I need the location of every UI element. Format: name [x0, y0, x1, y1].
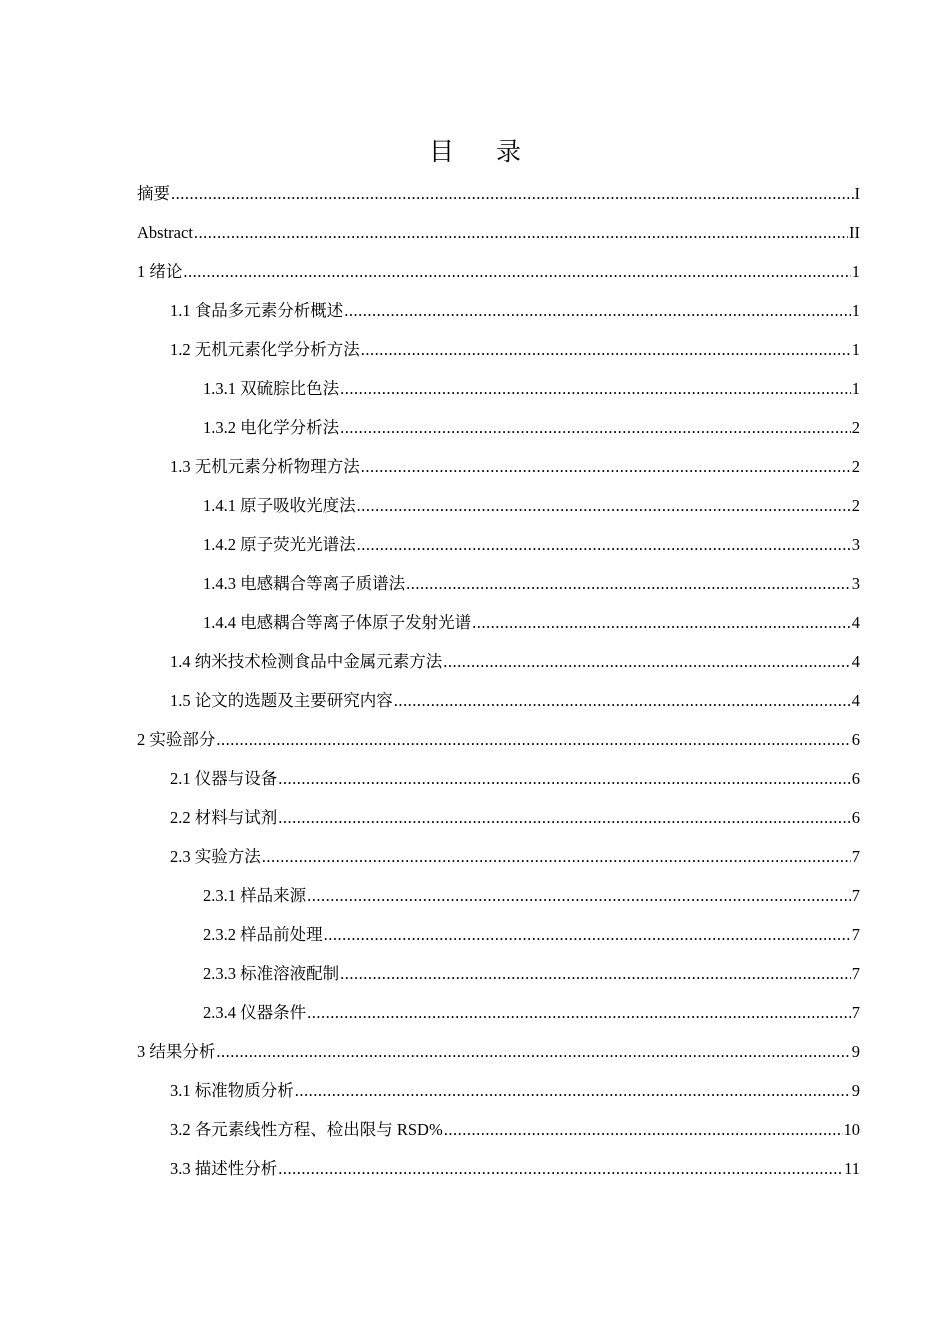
toc-dot-leader — [340, 369, 851, 408]
toc-entry[interactable] — [137, 720, 860, 759]
toc-dot-leader — [171, 174, 854, 213]
toc-page-number: 2 — [851, 496, 860, 515]
toc-entry-text: 1.3 无机元素分析物理方法 — [170, 457, 360, 476]
toc-page-number: 2 — [851, 457, 860, 476]
toc-dot-leader — [361, 447, 851, 486]
toc-entry[interactable] — [137, 1110, 860, 1149]
toc-entry[interactable] — [137, 213, 860, 252]
toc-entry[interactable] — [137, 1149, 860, 1188]
toc-dot-leader — [278, 1149, 843, 1188]
toc-entry-text: 3.3 描述性分析 — [170, 1159, 278, 1178]
toc-page-number: 6 — [851, 808, 860, 827]
toc-dot-leader — [324, 915, 851, 954]
toc-entry-text: 2.3.2 样品前处理 — [203, 925, 323, 944]
toc-entry-text: 2.2 材料与试剂 — [170, 808, 278, 827]
toc-entry[interactable] — [137, 681, 860, 720]
toc-dot-leader — [394, 681, 851, 720]
toc-dot-leader — [340, 954, 851, 993]
toc-title: 目录 — [428, 137, 563, 166]
toc-page-number: 1 — [851, 301, 860, 320]
toc-entry-text: 1.4 纳米技术检测食品中金属元素方法 — [170, 652, 443, 671]
toc-page-number: 11 — [844, 1159, 860, 1178]
toc-page-number: I — [854, 184, 860, 203]
toc-entry[interactable] — [137, 915, 860, 954]
toc-entry-text: 1.4.2 原子荧光光谱法 — [203, 535, 356, 554]
toc-entry[interactable] — [137, 603, 860, 642]
toc-page-number: 7 — [851, 925, 860, 944]
toc-entry[interactable] — [137, 642, 860, 681]
toc-dot-leader — [307, 876, 851, 915]
toc-entry-text: 1.5 论文的选题及主要研究内容 — [170, 691, 393, 710]
toc-entry[interactable] — [137, 564, 860, 603]
toc-page-number: 4 — [851, 652, 860, 671]
toc-dot-leader — [357, 525, 851, 564]
toc-entry[interactable] — [137, 174, 860, 213]
toc-page-number: 7 — [851, 886, 860, 905]
toc-entry-text: 2.3.4 仪器条件 — [203, 1003, 307, 1022]
toc-entry-text: 1.4.1 原子吸收光度法 — [203, 496, 356, 515]
toc-entry-text: 1.4.4 电感耦合等离子体原子发射光谱 — [203, 613, 472, 632]
toc-entry[interactable] — [137, 759, 860, 798]
toc-entry[interactable] — [137, 330, 860, 369]
toc-dot-leader — [361, 330, 851, 369]
toc-entry-text: Abstract — [137, 223, 193, 242]
toc-dot-leader — [295, 1071, 851, 1110]
toc-page-number: 6 — [851, 769, 860, 788]
toc-entry[interactable] — [137, 1071, 860, 1110]
toc-entry-text: 3.1 标准物质分析 — [170, 1081, 294, 1100]
toc-dot-leader — [472, 603, 851, 642]
toc-page-number: 1 — [851, 340, 860, 359]
toc-dot-leader — [307, 993, 851, 1032]
toc-entry-text: 3 结果分析 — [137, 1042, 216, 1061]
toc-entry-text: 摘要 — [137, 184, 170, 203]
toc-dot-leader — [357, 486, 851, 525]
toc-page-number: 1 — [851, 379, 860, 398]
toc-dot-leader — [443, 642, 851, 681]
toc-entry[interactable] — [137, 447, 860, 486]
toc-entry-text: 1.3.2 电化学分析法 — [203, 418, 340, 437]
toc-dot-leader — [278, 798, 851, 837]
toc-entry[interactable] — [137, 837, 860, 876]
toc-page-number: 1 — [851, 262, 860, 281]
toc-entry[interactable] — [137, 798, 860, 837]
toc-dot-leader — [406, 564, 851, 603]
toc-page-number: 3 — [851, 535, 860, 554]
toc-page-number: 10 — [843, 1120, 860, 1139]
toc-entry-text: 1.4.3 电感耦合等离子质谱法 — [203, 574, 406, 593]
toc-entry[interactable] — [137, 525, 860, 564]
toc-dot-leader — [183, 252, 850, 291]
toc-page-number: 2 — [851, 418, 860, 437]
toc-list — [137, 174, 860, 1188]
toc-page-number: 9 — [851, 1042, 860, 1061]
toc-page-number: II — [849, 223, 860, 242]
toc-dot-leader — [344, 291, 851, 330]
toc-entry[interactable] — [137, 954, 860, 993]
toc-entry-text: 1 绪论 — [137, 262, 183, 281]
toc-entry[interactable] — [137, 876, 860, 915]
toc-dot-leader — [278, 759, 851, 798]
toc-entry[interactable] — [137, 993, 860, 1032]
toc-entry-text: 2.3.1 样品来源 — [203, 886, 307, 905]
toc-page-number: 3 — [851, 574, 860, 593]
toc-entry[interactable] — [137, 252, 860, 291]
toc-page-number: 7 — [851, 964, 860, 983]
toc-entry-text: 1.3.1 双硫腙比色法 — [203, 379, 340, 398]
toc-entry-text: 2.1 仪器与设备 — [170, 769, 278, 788]
toc-entry[interactable] — [137, 291, 860, 330]
toc-entry[interactable] — [137, 408, 860, 447]
toc-page-number: 9 — [851, 1081, 860, 1100]
toc-page-number: 4 — [851, 691, 860, 710]
toc-dot-leader — [340, 408, 851, 447]
toc-page-number: 4 — [851, 613, 860, 632]
toc-entry[interactable] — [137, 1032, 860, 1071]
toc-entry[interactable] — [137, 369, 860, 408]
toc-entry-text: 2.3 实验方法 — [170, 847, 261, 866]
toc-page-number: 7 — [851, 847, 860, 866]
toc-entry-text: 3.2 各元素线性方程、检出限与 RSD% — [170, 1120, 443, 1139]
toc-entry-text: 1.1 食品多元素分析概述 — [170, 301, 344, 320]
toc-dot-leader — [194, 213, 848, 252]
toc-entry-text: 2 实验部分 — [137, 730, 216, 749]
toc-entry[interactable] — [137, 486, 860, 525]
toc-dot-leader — [216, 1032, 850, 1071]
toc-entry-text: 1.2 无机元素化学分析方法 — [170, 340, 360, 359]
toc-dot-leader — [262, 837, 851, 876]
toc-page-number: 7 — [851, 1003, 860, 1022]
toc-dot-leader — [444, 1110, 843, 1149]
toc-page-number: 6 — [851, 730, 860, 749]
toc-entry-text: 2.3.3 标准溶液配制 — [203, 964, 340, 983]
toc-dot-leader — [216, 720, 850, 759]
